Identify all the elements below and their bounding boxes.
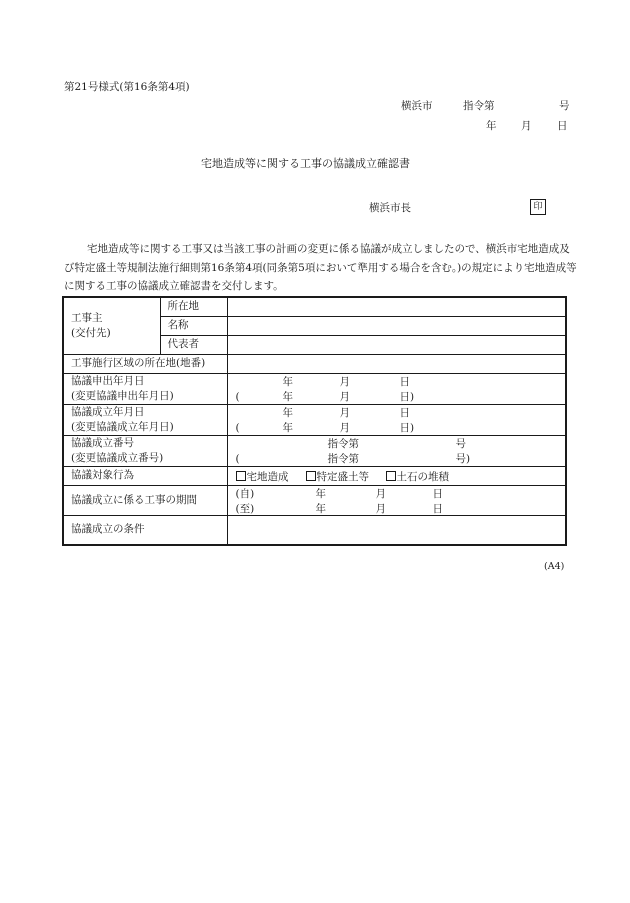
number-label: 協議成立番号 (変更協議成立番号) xyxy=(63,435,227,466)
owner-address-field[interactable] xyxy=(227,297,566,316)
paper-size: (A4) xyxy=(544,561,565,572)
form-number: 第21号様式(第16条第4項) xyxy=(64,81,190,93)
table-row xyxy=(63,435,566,466)
table-row xyxy=(63,485,566,515)
conditions-field[interactable] xyxy=(227,515,566,545)
table-row xyxy=(63,404,566,435)
table-row xyxy=(63,354,566,373)
owner-name-field[interactable] xyxy=(227,316,566,335)
table-row xyxy=(63,297,566,316)
number-field[interactable]: 指令第 号 ( 指令第 号) xyxy=(227,435,566,466)
apply-date-label: 協議申出年月日 (変更協議申出年月日) xyxy=(63,373,227,404)
established-date-field[interactable]: 年 月 日 ( 年 月 日) xyxy=(227,404,566,435)
act-options xyxy=(227,466,566,485)
option-embankment[interactable]: 特定盛土等 xyxy=(306,471,370,483)
apply-date-field[interactable]: 年 月 日 ( 年 月 日) xyxy=(227,373,566,404)
area-field[interactable] xyxy=(227,354,566,373)
owner-name-label: 名称 xyxy=(160,316,227,335)
mayor-name: 横浜市長 xyxy=(369,202,411,214)
area-label: 工事施行区域の所在地(地番) xyxy=(63,354,227,373)
option-residential[interactable]: 宅地造成 xyxy=(236,471,289,483)
table-row xyxy=(63,515,566,545)
owner-representative-field[interactable] xyxy=(227,335,566,354)
directive-number-label: 指令第 xyxy=(463,100,495,112)
option-soil-stockpile[interactable]: 土石の堆積 xyxy=(386,471,450,483)
seal-stamp: 印 xyxy=(530,199,546,215)
checkbox-icon xyxy=(306,471,316,481)
issuing-office: 横浜市 xyxy=(401,100,433,112)
owner-label: 工事主 (交付先) xyxy=(63,297,160,354)
period-label: 協議成立に係る工事の期間 xyxy=(63,485,227,515)
body-text: 宅地造成等に関する工事又は当該工事の計画の変更に係る協議が成立しましたので、横浜市宅地造成及び特定盛土等規制法施行細則第16条第4項(同条第5項において準用する場合を含む。)の規定により宅地造成等に関する工事の協議成立確認書を交付します。 xyxy=(64,243,577,292)
issue-date-month: 月 xyxy=(521,120,532,132)
directive-number-suffix: 号 xyxy=(559,100,570,112)
owner-representative-label: 代表者 xyxy=(160,335,227,354)
checkbox-icon xyxy=(386,471,396,481)
act-label: 協議対象行為 xyxy=(63,466,227,485)
owner-address-label: 所在地 xyxy=(160,297,227,316)
table-row xyxy=(63,466,566,485)
issue-date-day: 日 xyxy=(557,120,568,132)
issue-date-year: 年 xyxy=(486,120,497,132)
document-title: 宅地造成等に関する工事の協議成立確認書 xyxy=(201,157,410,170)
checkbox-icon xyxy=(236,471,246,481)
table-row xyxy=(63,373,566,404)
period-field[interactable]: (自) 年 月 日 (至) 年 月 日 xyxy=(227,485,566,515)
established-date-label: 協議成立年月日 (変更協議成立年月日) xyxy=(63,404,227,435)
conditions-label: 協議成立の条件 xyxy=(63,515,227,545)
form-table xyxy=(62,296,567,546)
